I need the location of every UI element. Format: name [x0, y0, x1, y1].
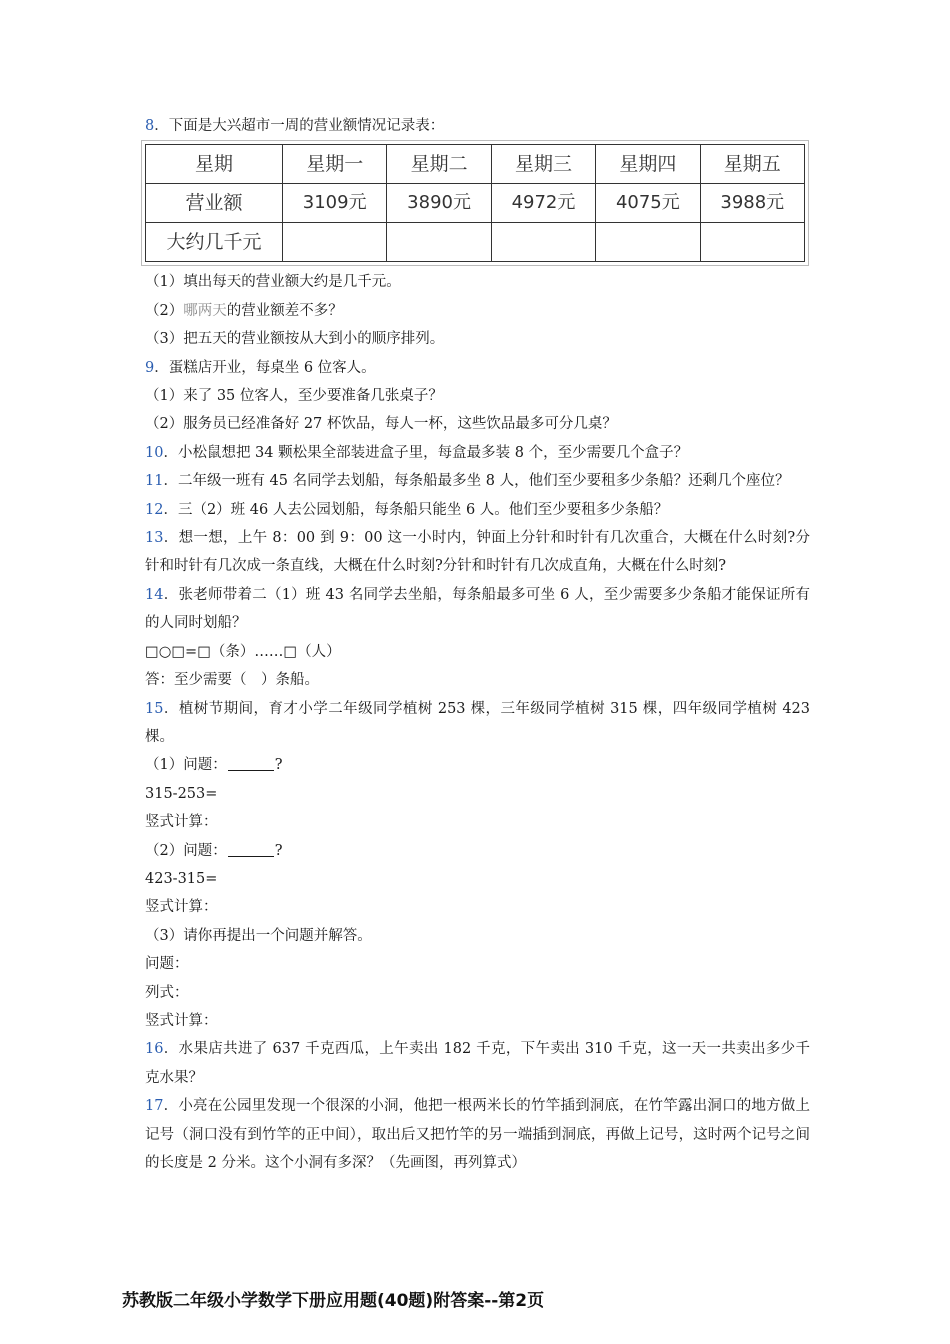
table-header-cell: 星期四: [596, 145, 700, 184]
table-cell: 4075元: [596, 184, 700, 223]
table-cell-empty: [387, 223, 491, 262]
table-header-cell: 星期五: [700, 145, 804, 184]
vertical-calc-label: 竖式计算：: [145, 814, 218, 831]
table-row-label: 营业额: [146, 184, 283, 223]
table-cell: 3890元: [387, 184, 491, 223]
formula-template: □○□=□（条）……□（人）: [145, 643, 341, 660]
vertical-calc-label: 竖式计算：: [145, 899, 218, 916]
table-header-cell: 星期一: [283, 145, 387, 184]
page-footer: 苏教版二年级小学数学下册应用题(40题)附答案--第2页: [122, 1291, 545, 1311]
sub-question: （2）服务员已经准备好 27 杯饮品，每人一杯，这些饮品最多可分几桌？: [145, 416, 617, 433]
answer-blank: [228, 754, 274, 771]
question-10: 10．小松鼠想把 34 颗松果全部装进盒子里，每盒最多装 8 个，至少需要几个盒子？: [145, 444, 689, 461]
question-number: 17: [145, 1098, 164, 1115]
question-13: 13．想一想，上午 8：00 到 9：00 这一小时内，钟面上分针和时针有几次重合，大概在什么时刻?分针和时针有几次成一条直线，大概在什么时刻?分针和时针有几次成直角，大概在什么时刻?: [145, 530, 810, 575]
calculation: 315-253=: [145, 785, 218, 802]
question-14: 14．张老师带着二（1）班 43 名同学去坐船，每条船最多可坐 6 人，至少需要多少条船才能保证所有的人同时划船？: [145, 586, 810, 632]
sub-question: （1）来了 35 位客人，至少要准备几张桌子？: [145, 388, 443, 405]
calculation: 423-315=: [145, 870, 218, 887]
question-17: 17．小亮在公园里发现一个很深的小洞，他把一根两米长的竹竿插到洞底，在竹竿露出洞口的地方做上记号（洞口没有到竹竿的正中间），取出后又把竹竿的另一端插到洞底，再做上记号，这时两个记号之间的长度是 2 分米。这个小洞有多深？（先画图，再列算式）: [145, 1098, 810, 1171]
table-cell-empty: [700, 223, 804, 262]
sub-question: （1）填出每天的营业额大约是几千元。: [145, 274, 401, 291]
question-number: 15: [145, 700, 164, 717]
table-cell-empty: [491, 223, 595, 262]
question-text: ．下面是大兴超市一周的营业额情况记录表：: [154, 118, 445, 134]
question-16: 16．水果店共进了 637 千克西瓜，上午卖出 182 千克，下午卖出 310 千克，这一天一共卖出多少千克水果？: [145, 1041, 810, 1086]
sub-question: （1）问题： ?: [145, 751, 810, 779]
table-cell: 4972元: [491, 184, 595, 223]
sub-question: （3）请你再提出一个问题并解答。: [145, 927, 372, 944]
question-label: 问题：: [145, 956, 189, 973]
sub-question: （2）哪两天的营业额差不多？: [145, 302, 343, 319]
table-cell: 3109元: [283, 184, 387, 223]
question-number: 16: [145, 1041, 164, 1058]
question-number: 11: [145, 473, 164, 490]
sub-question: （3）把五天的营业额按从大到小的顺序排列。: [145, 331, 445, 348]
table-header-cell: 星期二: [387, 145, 491, 184]
question-9: 9．蛋糕店开业，每桌坐 6 位客人。: [145, 359, 376, 376]
document-body: [145, 112, 810, 1177]
question-11: 11．二年级一班有 45 名同学去划船，每条船最多坐 8 人，他们至少要租多少条船？还剩几个座位？: [145, 473, 790, 490]
answer-line: 答：至少需要（ ）条船。: [145, 672, 319, 689]
table-header-cell: 星期三: [491, 145, 595, 184]
vertical-calc-label: 竖式计算：: [145, 1012, 218, 1029]
table-row: [146, 223, 805, 262]
table-cell-empty: [596, 223, 700, 262]
formula-label: 列式：: [145, 984, 189, 1001]
sales-table: [145, 144, 805, 262]
table-cell: 3988元: [700, 184, 804, 223]
table-row-label: 大约几千元: [146, 223, 283, 262]
sub-question: （2）问题： ?: [145, 837, 810, 865]
question-number: 14: [145, 586, 164, 603]
question-15: 15．植树节期间，育才小学二年级同学植树 253 棵，三年级同学植树 315 棵，四年级同学植树 423 棵。: [145, 700, 810, 745]
question-number: 9: [145, 359, 155, 376]
table-row: [146, 184, 805, 223]
question-12: 12．三（2）班 46 人去公园划船，每条船只能坐 6 人。他们至少要租多少条船？: [145, 501, 669, 518]
question-number: 12: [145, 501, 164, 518]
question-8: [145, 112, 810, 140]
table-row: [146, 145, 805, 184]
question-number: 10: [145, 444, 164, 461]
question-number: 8: [145, 118, 155, 134]
answer-blank: [228, 840, 274, 857]
table-cell-empty: [283, 223, 387, 262]
question-number: 13: [145, 530, 164, 547]
table-header-cell: 星期: [146, 145, 283, 184]
